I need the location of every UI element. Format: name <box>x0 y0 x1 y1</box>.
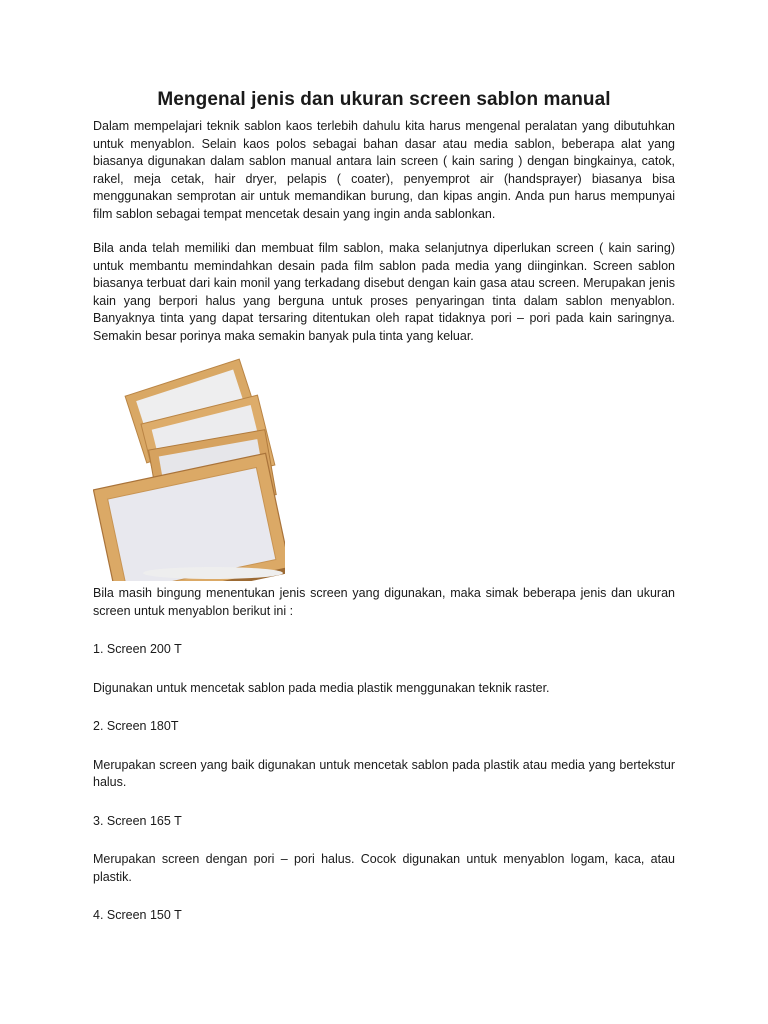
screen-types-section <box>93 585 675 925</box>
screen-item-description: Merupakan screen dengan pori – pori halus. Cocok digunakan untuk menyablon logam, kaca, atau plastik. <box>93 852 675 884</box>
screen-frames-image <box>93 351 285 581</box>
screen-item-description: Digunakan untuk mencetak sablon pada media plastik menggunakan teknik raster. <box>93 680 550 695</box>
screen-item-heading: 4. Screen 150 T <box>93 908 182 922</box>
screen-item-heading: 1. Screen 200 T <box>93 642 182 656</box>
screen-item-heading: 3. Screen 165 T <box>93 813 182 828</box>
screen-item-heading: 2. Screen 180T <box>93 719 179 733</box>
screen-types-intro: Bila masih bingung menentukan jenis screen yang digunakan, maka simak beberapa jenis dan ukuran screen untuk menyablon berikut ini : <box>93 586 675 618</box>
document-title: Mengenal jenis dan ukuran screen sablon manual <box>157 89 611 110</box>
document-page <box>93 88 675 922</box>
paragraph-screen: Bila anda telah memiliki dan membuat film sablon, maka selanjutnya diperlukan screen ( kain saring) untuk membantu memindahkan desain pada film sablon pada media yang diinginkan. Screen sablon biasanya terbuat dari kain monil yang terkadang disebut dengan kain gasa atau screen. Merupakan jenis kain yang berpori halus yang berguna untuk proses penyaringan tinta dalam sablon menyablon. Banyaknya tinta yang dapat tersaring ditentukan oleh rapat tidaknya pori – pori pada kain saringnya. Semakin besar porinya maka semakin banyak pula tinta yang keluar. <box>93 241 675 343</box>
screen-item-description: Merupakan screen yang baik digunakan untuk mencetak sablon pada plastik atau media yang bertekstur halus. <box>93 757 675 789</box>
screen-frames-illustration <box>93 351 285 581</box>
paragraph-intro: Dalam mempelajari teknik sablon kaos terlebih dahulu kita harus mengenal peralatan yang dibutuhkan untuk menyablon. Selain kaos polos sebagai bahan dasar atau media sablon, beberapa alat yang biasanya digunakan dalam sablon manual antara lain screen ( kain saring ) dengan bingkainya, catok, rakel, meja cetak, hair dryer, pelapis ( coater), penyemprot air (handsprayer) biasanya bisa menggunakan semprotan air untuk memandikan burung, dan kipas angin. Anda pun harus mempunyai film sablon sebagai tempat mencetak desain yang ingin anda sablonkan. <box>93 119 675 221</box>
